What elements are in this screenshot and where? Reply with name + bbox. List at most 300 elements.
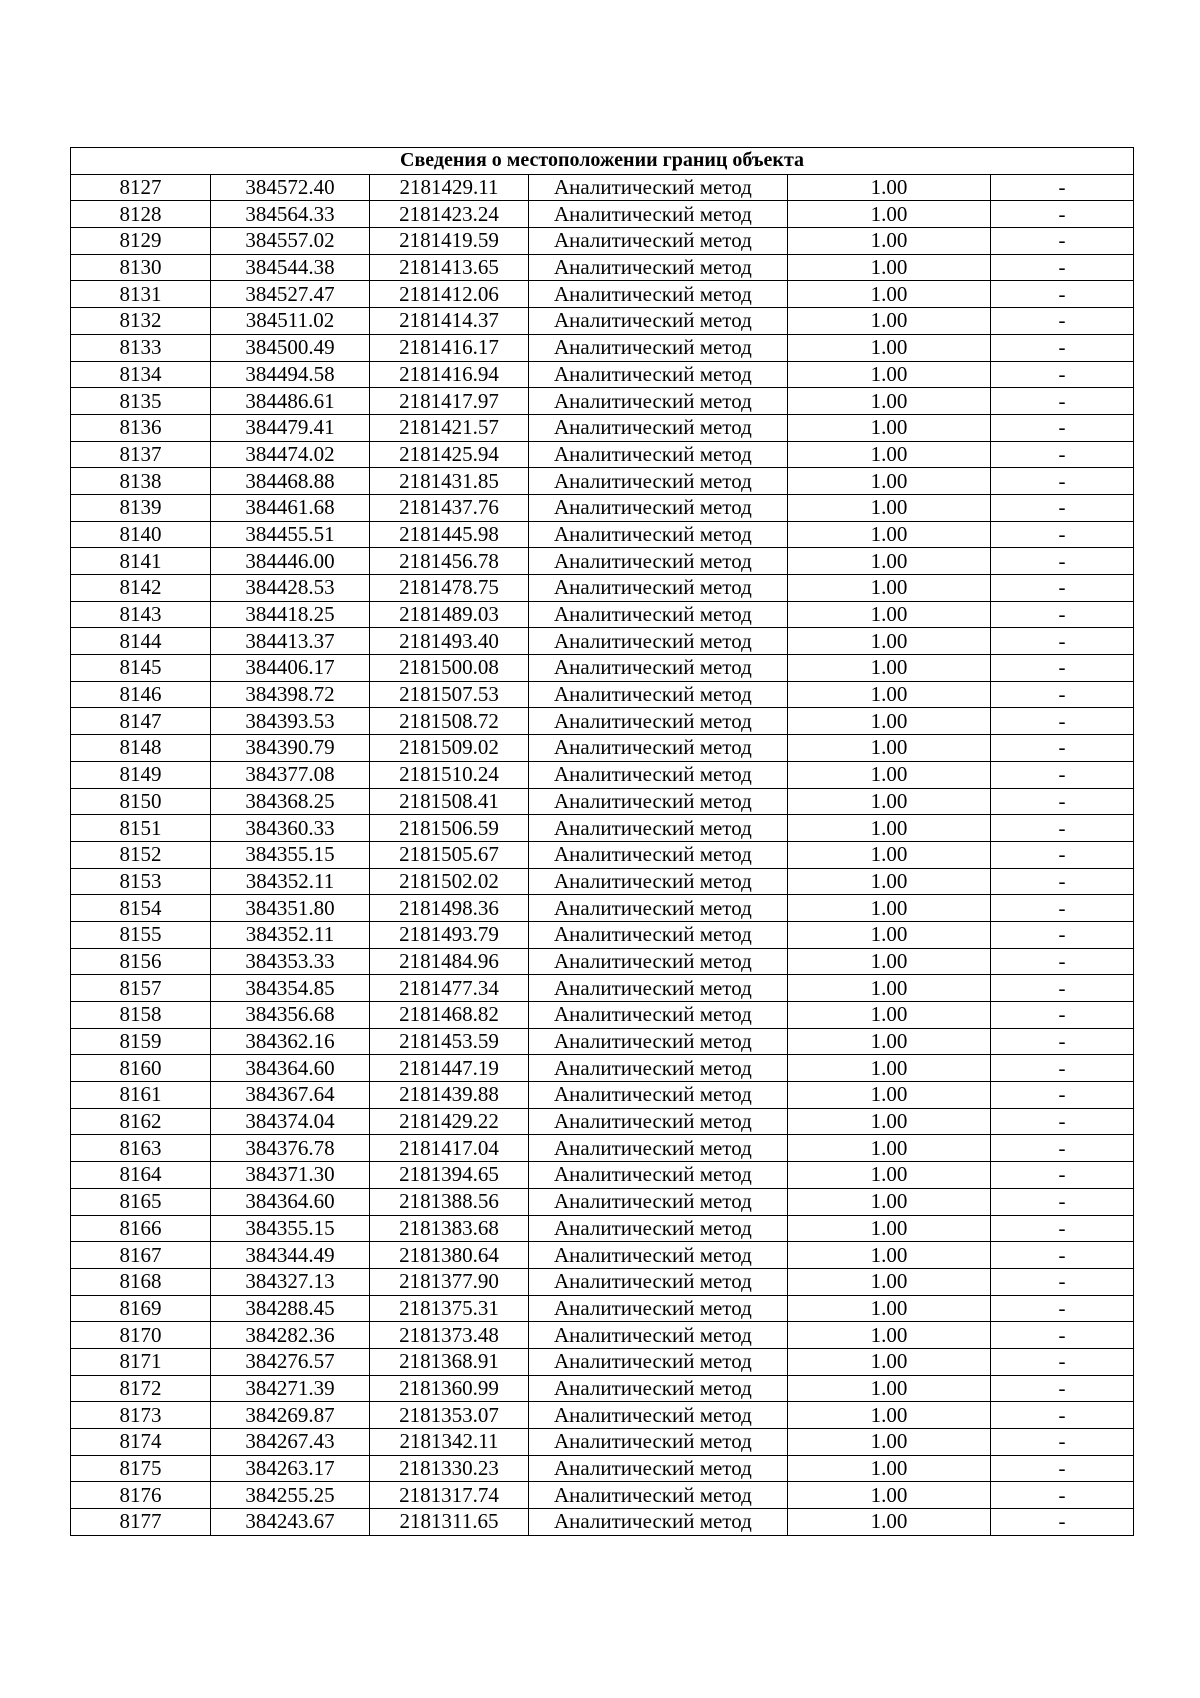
method-cell: Аналитический метод	[529, 815, 788, 842]
table-row	[71, 1028, 1134, 1055]
point-number-cell: 8170	[71, 1322, 211, 1349]
y-coordinate-cell: 2181417.97	[370, 388, 529, 415]
accuracy-cell: 1.00	[788, 468, 991, 495]
description-cell: -	[991, 494, 1134, 521]
y-coordinate-cell: 2181468.82	[370, 1002, 529, 1029]
description-cell: -	[991, 948, 1134, 975]
table-row	[71, 494, 1134, 521]
x-coordinate-cell: 384468.88	[211, 468, 370, 495]
description-cell: -	[991, 1242, 1134, 1269]
x-coordinate-cell: 384360.33	[211, 815, 370, 842]
method-cell: Аналитический метод	[529, 975, 788, 1002]
table-row	[71, 548, 1134, 575]
point-number-cell: 8173	[71, 1402, 211, 1429]
y-coordinate-cell: 2181437.76	[370, 494, 529, 521]
x-coordinate-cell: 384455.51	[211, 521, 370, 548]
table-row	[71, 228, 1134, 255]
method-cell: Аналитический метод	[529, 1268, 788, 1295]
method-cell: Аналитический метод	[529, 895, 788, 922]
y-coordinate-cell: 2181510.24	[370, 761, 529, 788]
point-number-cell: 8164	[71, 1162, 211, 1189]
method-cell: Аналитический метод	[529, 575, 788, 602]
y-coordinate-cell: 2181413.65	[370, 254, 529, 281]
description-cell: -	[991, 655, 1134, 682]
description-cell: -	[991, 1028, 1134, 1055]
method-cell: Аналитический метод	[529, 1215, 788, 1242]
x-coordinate-cell: 384353.33	[211, 948, 370, 975]
description-cell: -	[991, 281, 1134, 308]
table-row	[71, 1348, 1134, 1375]
point-number-cell: 8130	[71, 254, 211, 281]
point-number-cell: 8176	[71, 1482, 211, 1509]
method-cell: Аналитический метод	[529, 788, 788, 815]
point-number-cell: 8145	[71, 655, 211, 682]
method-cell: Аналитический метод	[529, 921, 788, 948]
method-cell: Аналитический метод	[529, 1402, 788, 1429]
description-cell: -	[991, 601, 1134, 628]
method-cell: Аналитический метод	[529, 1295, 788, 1322]
table-row	[71, 414, 1134, 441]
y-coordinate-cell: 2181353.07	[370, 1402, 529, 1429]
description-cell: -	[991, 841, 1134, 868]
table-row	[71, 1322, 1134, 1349]
method-cell: Аналитический метод	[529, 548, 788, 575]
y-coordinate-cell: 2181447.19	[370, 1055, 529, 1082]
method-cell: Аналитический метод	[529, 494, 788, 521]
y-coordinate-cell: 2181500.08	[370, 655, 529, 682]
x-coordinate-cell: 384276.57	[211, 1348, 370, 1375]
table-row	[71, 841, 1134, 868]
x-coordinate-cell: 384354.85	[211, 975, 370, 1002]
table-row	[71, 575, 1134, 602]
description-cell: -	[991, 1322, 1134, 1349]
accuracy-cell: 1.00	[788, 361, 991, 388]
description-cell: -	[991, 441, 1134, 468]
method-cell: Аналитический метод	[529, 1322, 788, 1349]
accuracy-cell: 1.00	[788, 1242, 991, 1269]
table-row	[71, 1108, 1134, 1135]
x-coordinate-cell: 384500.49	[211, 334, 370, 361]
table-title: Сведения о местоположении границ объекта	[71, 148, 1134, 175]
accuracy-cell: 1.00	[788, 788, 991, 815]
x-coordinate-cell: 384371.30	[211, 1162, 370, 1189]
description-cell: -	[991, 1348, 1134, 1375]
accuracy-cell: 1.00	[788, 1082, 991, 1109]
accuracy-cell: 1.00	[788, 334, 991, 361]
table-row	[71, 601, 1134, 628]
accuracy-cell: 1.00	[788, 1482, 991, 1509]
x-coordinate-cell: 384352.11	[211, 921, 370, 948]
y-coordinate-cell: 2181330.23	[370, 1455, 529, 1482]
x-coordinate-cell: 384564.33	[211, 201, 370, 228]
y-coordinate-cell: 2181421.57	[370, 414, 529, 441]
description-cell: -	[991, 921, 1134, 948]
description-cell: -	[991, 1375, 1134, 1402]
table-row	[71, 1242, 1134, 1269]
accuracy-cell: 1.00	[788, 1215, 991, 1242]
accuracy-cell: 1.00	[788, 601, 991, 628]
point-number-cell: 8171	[71, 1348, 211, 1375]
x-coordinate-cell: 384364.60	[211, 1188, 370, 1215]
method-cell: Аналитический метод	[529, 1375, 788, 1402]
method-cell: Аналитический метод	[529, 1509, 788, 1536]
x-coordinate-cell: 384282.36	[211, 1322, 370, 1349]
point-number-cell: 8142	[71, 575, 211, 602]
description-cell: -	[991, 708, 1134, 735]
method-cell: Аналитический метод	[529, 681, 788, 708]
accuracy-cell: 1.00	[788, 1375, 991, 1402]
method-cell: Аналитический метод	[529, 468, 788, 495]
x-coordinate-cell: 384376.78	[211, 1135, 370, 1162]
point-number-cell: 8133	[71, 334, 211, 361]
method-cell: Аналитический метод	[529, 761, 788, 788]
accuracy-cell: 1.00	[788, 895, 991, 922]
point-number-cell: 8157	[71, 975, 211, 1002]
y-coordinate-cell: 2181507.53	[370, 681, 529, 708]
description-cell: -	[991, 1509, 1134, 1536]
table-row	[71, 1482, 1134, 1509]
x-coordinate-cell: 384494.58	[211, 361, 370, 388]
method-cell: Аналитический метод	[529, 521, 788, 548]
accuracy-cell: 1.00	[788, 494, 991, 521]
y-coordinate-cell: 2181412.06	[370, 281, 529, 308]
x-coordinate-cell: 384544.38	[211, 254, 370, 281]
point-number-cell: 8132	[71, 308, 211, 335]
accuracy-cell: 1.00	[788, 1002, 991, 1029]
y-coordinate-cell: 2181508.41	[370, 788, 529, 815]
accuracy-cell: 1.00	[788, 1429, 991, 1456]
description-cell: -	[991, 201, 1134, 228]
table-row	[71, 1135, 1134, 1162]
table-row	[71, 1295, 1134, 1322]
accuracy-cell: 1.00	[788, 1055, 991, 1082]
table-row	[71, 441, 1134, 468]
description-cell: -	[991, 1162, 1134, 1189]
description-cell: -	[991, 361, 1134, 388]
description-cell: -	[991, 628, 1134, 655]
method-cell: Аналитический метод	[529, 868, 788, 895]
method-cell: Аналитический метод	[529, 628, 788, 655]
y-coordinate-cell: 2181425.94	[370, 441, 529, 468]
table-row	[71, 1002, 1134, 1029]
table-row	[71, 1429, 1134, 1456]
point-number-cell: 8128	[71, 201, 211, 228]
x-coordinate-cell: 384356.68	[211, 1002, 370, 1029]
accuracy-cell: 1.00	[788, 841, 991, 868]
point-number-cell: 8131	[71, 281, 211, 308]
x-coordinate-cell: 384527.47	[211, 281, 370, 308]
x-coordinate-cell: 384355.15	[211, 1215, 370, 1242]
description-cell: -	[991, 1482, 1134, 1509]
y-coordinate-cell: 2181419.59	[370, 228, 529, 255]
y-coordinate-cell: 2181429.11	[370, 174, 529, 201]
point-number-cell: 8150	[71, 788, 211, 815]
method-cell: Аналитический метод	[529, 948, 788, 975]
accuracy-cell: 1.00	[788, 228, 991, 255]
table-row	[71, 1402, 1134, 1429]
table-row	[71, 1509, 1134, 1536]
x-coordinate-cell: 384572.40	[211, 174, 370, 201]
y-coordinate-cell: 2181439.88	[370, 1082, 529, 1109]
method-cell: Аналитический метод	[529, 361, 788, 388]
point-number-cell: 8147	[71, 708, 211, 735]
y-coordinate-cell: 2181431.85	[370, 468, 529, 495]
table-row	[71, 521, 1134, 548]
x-coordinate-cell: 384393.53	[211, 708, 370, 735]
point-number-cell: 8166	[71, 1215, 211, 1242]
description-cell: -	[991, 308, 1134, 335]
x-coordinate-cell: 384255.25	[211, 1482, 370, 1509]
accuracy-cell: 1.00	[788, 761, 991, 788]
method-cell: Аналитический метод	[529, 1002, 788, 1029]
table-row	[71, 921, 1134, 948]
accuracy-cell: 1.00	[788, 521, 991, 548]
accuracy-cell: 1.00	[788, 281, 991, 308]
method-cell: Аналитический метод	[529, 1348, 788, 1375]
table-row	[71, 361, 1134, 388]
point-number-cell: 8161	[71, 1082, 211, 1109]
description-cell: -	[991, 334, 1134, 361]
accuracy-cell: 1.00	[788, 1162, 991, 1189]
x-coordinate-cell: 384374.04	[211, 1108, 370, 1135]
x-coordinate-cell: 384368.25	[211, 788, 370, 815]
point-number-cell: 8158	[71, 1002, 211, 1029]
point-number-cell: 8146	[71, 681, 211, 708]
description-cell: -	[991, 1055, 1134, 1082]
x-coordinate-cell: 384377.08	[211, 761, 370, 788]
accuracy-cell: 1.00	[788, 254, 991, 281]
y-coordinate-cell: 2181456.78	[370, 548, 529, 575]
description-cell: -	[991, 414, 1134, 441]
y-coordinate-cell: 2181506.59	[370, 815, 529, 842]
method-cell: Аналитический метод	[529, 1055, 788, 1082]
point-number-cell: 8175	[71, 1455, 211, 1482]
table-row	[71, 308, 1134, 335]
method-cell: Аналитический метод	[529, 308, 788, 335]
description-cell: -	[991, 1429, 1134, 1456]
accuracy-cell: 1.00	[788, 441, 991, 468]
table-row	[71, 868, 1134, 895]
description-cell: -	[991, 895, 1134, 922]
table-row	[71, 1268, 1134, 1295]
table-row	[71, 735, 1134, 762]
table-row	[71, 788, 1134, 815]
description-cell: -	[991, 548, 1134, 575]
point-number-cell: 8140	[71, 521, 211, 548]
point-number-cell: 8165	[71, 1188, 211, 1215]
description-cell: -	[991, 1108, 1134, 1135]
y-coordinate-cell: 2181493.40	[370, 628, 529, 655]
table-row	[71, 1215, 1134, 1242]
x-coordinate-cell: 384352.11	[211, 868, 370, 895]
accuracy-cell: 1.00	[788, 868, 991, 895]
y-coordinate-cell: 2181429.22	[370, 1108, 529, 1135]
point-number-cell: 8174	[71, 1429, 211, 1456]
y-coordinate-cell: 2181317.74	[370, 1482, 529, 1509]
x-coordinate-cell: 384511.02	[211, 308, 370, 335]
point-number-cell: 8148	[71, 735, 211, 762]
y-coordinate-cell: 2181502.02	[370, 868, 529, 895]
x-coordinate-cell: 384428.53	[211, 575, 370, 602]
table-row	[71, 628, 1134, 655]
point-number-cell: 8151	[71, 815, 211, 842]
table-row	[71, 761, 1134, 788]
y-coordinate-cell: 2181394.65	[370, 1162, 529, 1189]
x-coordinate-cell: 384263.17	[211, 1455, 370, 1482]
accuracy-cell: 1.00	[788, 921, 991, 948]
accuracy-cell: 1.00	[788, 1268, 991, 1295]
method-cell: Аналитический метод	[529, 655, 788, 682]
table-row	[71, 815, 1134, 842]
point-number-cell: 8168	[71, 1268, 211, 1295]
y-coordinate-cell: 2181509.02	[370, 735, 529, 762]
x-coordinate-cell: 384243.67	[211, 1509, 370, 1536]
y-coordinate-cell: 2181414.37	[370, 308, 529, 335]
x-coordinate-cell: 384367.64	[211, 1082, 370, 1109]
description-cell: -	[991, 1268, 1134, 1295]
description-cell: -	[991, 1455, 1134, 1482]
table-row	[71, 281, 1134, 308]
description-cell: -	[991, 815, 1134, 842]
table-row	[71, 1455, 1134, 1482]
y-coordinate-cell: 2181453.59	[370, 1028, 529, 1055]
method-cell: Аналитический метод	[529, 228, 788, 255]
y-coordinate-cell: 2181477.34	[370, 975, 529, 1002]
point-number-cell: 8137	[71, 441, 211, 468]
description-cell: -	[991, 1082, 1134, 1109]
method-cell: Аналитический метод	[529, 841, 788, 868]
accuracy-cell: 1.00	[788, 548, 991, 575]
method-cell: Аналитический метод	[529, 735, 788, 762]
accuracy-cell: 1.00	[788, 948, 991, 975]
point-number-cell: 8152	[71, 841, 211, 868]
x-coordinate-cell: 384390.79	[211, 735, 370, 762]
table-row	[71, 388, 1134, 415]
table-row	[71, 1082, 1134, 1109]
point-number-cell: 8144	[71, 628, 211, 655]
description-cell: -	[991, 735, 1134, 762]
method-cell: Аналитический метод	[529, 1082, 788, 1109]
y-coordinate-cell: 2181380.64	[370, 1242, 529, 1269]
point-number-cell: 8162	[71, 1108, 211, 1135]
accuracy-cell: 1.00	[788, 1402, 991, 1429]
x-coordinate-cell: 384362.16	[211, 1028, 370, 1055]
x-coordinate-cell: 384355.15	[211, 841, 370, 868]
accuracy-cell: 1.00	[788, 1455, 991, 1482]
table-body	[71, 174, 1134, 1535]
description-cell: -	[991, 575, 1134, 602]
accuracy-cell: 1.00	[788, 1322, 991, 1349]
y-coordinate-cell: 2181417.04	[370, 1135, 529, 1162]
accuracy-cell: 1.00	[788, 708, 991, 735]
y-coordinate-cell: 2181505.67	[370, 841, 529, 868]
method-cell: Аналитический метод	[529, 1028, 788, 1055]
point-number-cell: 8169	[71, 1295, 211, 1322]
description-cell: -	[991, 254, 1134, 281]
x-coordinate-cell: 384364.60	[211, 1055, 370, 1082]
table-row	[71, 1188, 1134, 1215]
accuracy-cell: 1.00	[788, 201, 991, 228]
accuracy-cell: 1.00	[788, 655, 991, 682]
method-cell: Аналитический метод	[529, 1242, 788, 1269]
table-row	[71, 1162, 1134, 1189]
x-coordinate-cell: 384344.49	[211, 1242, 370, 1269]
accuracy-cell: 1.00	[788, 1135, 991, 1162]
description-cell: -	[991, 521, 1134, 548]
y-coordinate-cell: 2181484.96	[370, 948, 529, 975]
method-cell: Аналитический метод	[529, 1162, 788, 1189]
accuracy-cell: 1.00	[788, 975, 991, 1002]
y-coordinate-cell: 2181375.31	[370, 1295, 529, 1322]
table-row	[71, 655, 1134, 682]
y-coordinate-cell: 2181342.11	[370, 1429, 529, 1456]
description-cell: -	[991, 788, 1134, 815]
x-coordinate-cell: 384418.25	[211, 601, 370, 628]
y-coordinate-cell: 2181388.56	[370, 1188, 529, 1215]
point-number-cell: 8134	[71, 361, 211, 388]
y-coordinate-cell: 2181423.24	[370, 201, 529, 228]
x-coordinate-cell: 384486.61	[211, 388, 370, 415]
y-coordinate-cell: 2181508.72	[370, 708, 529, 735]
table-title-row	[71, 148, 1134, 175]
table-row	[71, 681, 1134, 708]
table-row	[71, 1375, 1134, 1402]
boundary-coordinates-table	[70, 147, 1134, 1536]
y-coordinate-cell: 2181383.68	[370, 1215, 529, 1242]
description-cell: -	[991, 1295, 1134, 1322]
accuracy-cell: 1.00	[788, 815, 991, 842]
x-coordinate-cell: 384557.02	[211, 228, 370, 255]
point-number-cell: 8163	[71, 1135, 211, 1162]
description-cell: -	[991, 868, 1134, 895]
method-cell: Аналитический метод	[529, 388, 788, 415]
x-coordinate-cell: 384406.17	[211, 655, 370, 682]
y-coordinate-cell: 2181311.65	[370, 1509, 529, 1536]
point-number-cell: 8172	[71, 1375, 211, 1402]
point-number-cell: 8159	[71, 1028, 211, 1055]
point-number-cell: 8127	[71, 174, 211, 201]
description-cell: -	[991, 975, 1134, 1002]
point-number-cell: 8139	[71, 494, 211, 521]
y-coordinate-cell: 2181368.91	[370, 1348, 529, 1375]
x-coordinate-cell: 384474.02	[211, 441, 370, 468]
y-coordinate-cell: 2181416.17	[370, 334, 529, 361]
table-row	[71, 975, 1134, 1002]
table-row	[71, 708, 1134, 735]
accuracy-cell: 1.00	[788, 308, 991, 335]
point-number-cell: 8177	[71, 1509, 211, 1536]
method-cell: Аналитический метод	[529, 334, 788, 361]
x-coordinate-cell: 384288.45	[211, 1295, 370, 1322]
accuracy-cell: 1.00	[788, 1188, 991, 1215]
y-coordinate-cell: 2181445.98	[370, 521, 529, 548]
table-row	[71, 895, 1134, 922]
point-number-cell: 8160	[71, 1055, 211, 1082]
y-coordinate-cell: 2181373.48	[370, 1322, 529, 1349]
y-coordinate-cell: 2181416.94	[370, 361, 529, 388]
accuracy-cell: 1.00	[788, 1348, 991, 1375]
description-cell: -	[991, 174, 1134, 201]
accuracy-cell: 1.00	[788, 575, 991, 602]
y-coordinate-cell: 2181360.99	[370, 1375, 529, 1402]
x-coordinate-cell: 384398.72	[211, 681, 370, 708]
accuracy-cell: 1.00	[788, 1108, 991, 1135]
table-row	[71, 334, 1134, 361]
accuracy-cell: 1.00	[788, 681, 991, 708]
point-number-cell: 8153	[71, 868, 211, 895]
method-cell: Аналитический метод	[529, 708, 788, 735]
point-number-cell: 8135	[71, 388, 211, 415]
